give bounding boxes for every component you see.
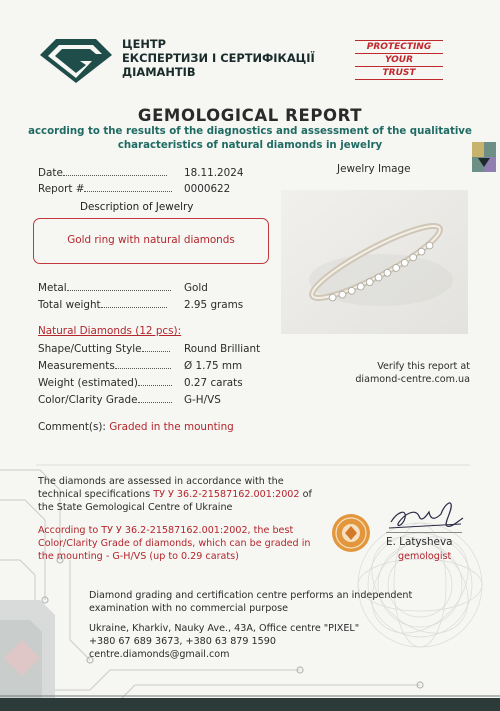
org-line-1: ЦЕНТР — [122, 37, 166, 51]
slogan-stamp — [355, 40, 443, 80]
total-weight-row — [38, 299, 167, 311]
spec-red-line-3: the mounting - G-H/VS (up to 0.29 carats) — [38, 551, 239, 562]
total-weight-value: 2.95 grams — [184, 299, 244, 311]
comments-value: Graded in the mounting — [109, 421, 234, 433]
verify-url[interactable]: diamond-centre.com.ua — [355, 374, 470, 385]
grade-row — [38, 394, 172, 406]
footer-phones: +380 67 689 3673, +380 63 879 1590 — [89, 636, 276, 647]
description-box — [33, 218, 269, 264]
spec-line-2 — [38, 488, 312, 501]
spec-code: ТУ У 36.2-21587162.001:2002 — [153, 489, 300, 500]
report-subtitle-line-2: characteristics of natural diamonds in jewelry — [117, 140, 383, 151]
metal-row — [38, 282, 171, 294]
measurements-row — [38, 360, 171, 372]
metal-value: Gold — [184, 282, 208, 294]
report-number-row — [38, 183, 172, 195]
report-title: GEMOLOGICAL REPORT — [137, 106, 363, 125]
footer-address: Ukraine, Kharkiv, Nauky Ave., 43A, Office centre "PIXEL" — [89, 623, 360, 634]
metal-label: Metal — [38, 282, 67, 294]
report-number-value: 0000622 — [184, 183, 231, 195]
comments-row — [38, 421, 234, 433]
spec-line-2-c: of — [302, 489, 312, 500]
shape-row — [38, 343, 170, 355]
slogan-line-2: YOUR — [355, 53, 443, 66]
date-value: 18.11.2024 — [184, 167, 244, 179]
signer-name: E. Latysheva — [386, 536, 453, 548]
shape-label: Shape/Cutting Style — [38, 343, 142, 355]
footer-email[interactable]: centre.diamonds@gmail.com — [89, 649, 230, 660]
verify-text: Verify this report at — [377, 361, 470, 372]
spec-red-line-1: According to ТУ У 36.2-21587162.001:2002, the best — [38, 525, 294, 536]
estimated-weight-label: Weight (estimated) — [38, 377, 138, 389]
estimated-weight-value: 0.27 carats — [184, 377, 243, 389]
description-text: Gold ring with natural diamonds — [67, 234, 235, 246]
spec-line-3: the State Gemological Centre of Ukraine — [38, 502, 233, 513]
measurements-value: Ø 1.75 mm — [184, 360, 243, 372]
measurements-label: Measurements — [38, 360, 115, 372]
comments-label: Comment(s): — [38, 421, 106, 433]
shape-value: Round Brilliant — [184, 343, 261, 355]
slogan-line-3: TRUST — [355, 66, 443, 80]
description-heading: Description of Jewelry — [80, 201, 194, 213]
signature-icon — [385, 494, 465, 536]
jewelry-photo — [281, 190, 468, 334]
report-subtitle-line-1: according to the results of the diagnostics and assessment of the qualitative — [28, 126, 472, 137]
date-label: Date — [38, 167, 63, 179]
logo-icon — [36, 35, 116, 85]
footer-line-1: Diamond grading and certification centre performs an independent — [89, 590, 413, 601]
report-number-label: Report # — [38, 183, 85, 195]
org-line-2: ЕКСПЕРТИЗИ І СЕРТИФІКАЦІЇ — [122, 51, 315, 65]
spec-red-line-2: Color/Clarity Grade of diamonds, which can be graded in — [38, 538, 311, 549]
date-row — [38, 167, 167, 179]
certification-seal-icon — [330, 512, 372, 554]
organization-name — [122, 37, 315, 79]
spec-line-2-a: technical specifications — [38, 489, 151, 500]
natural-diamonds-heading: Natural Diamonds (12 pcs): — [38, 325, 182, 337]
footer-line-2: examination with no commercial purpose — [89, 603, 289, 614]
jewelry-image-label: Jewelry Image — [337, 163, 411, 175]
signer-role: gemologist — [398, 551, 452, 562]
grade-label: Color/Clarity Grade — [38, 394, 138, 406]
grade-value: G-H/VS — [184, 394, 221, 406]
org-line-3: ДІАМАНТІВ — [122, 65, 196, 79]
slogan-line-1: PROTECTING — [355, 40, 443, 53]
total-weight-label: Total weight — [38, 299, 101, 311]
spec-line-1: The diamonds are assessed in accordance with the — [38, 476, 284, 487]
estimated-weight-row — [38, 377, 172, 389]
